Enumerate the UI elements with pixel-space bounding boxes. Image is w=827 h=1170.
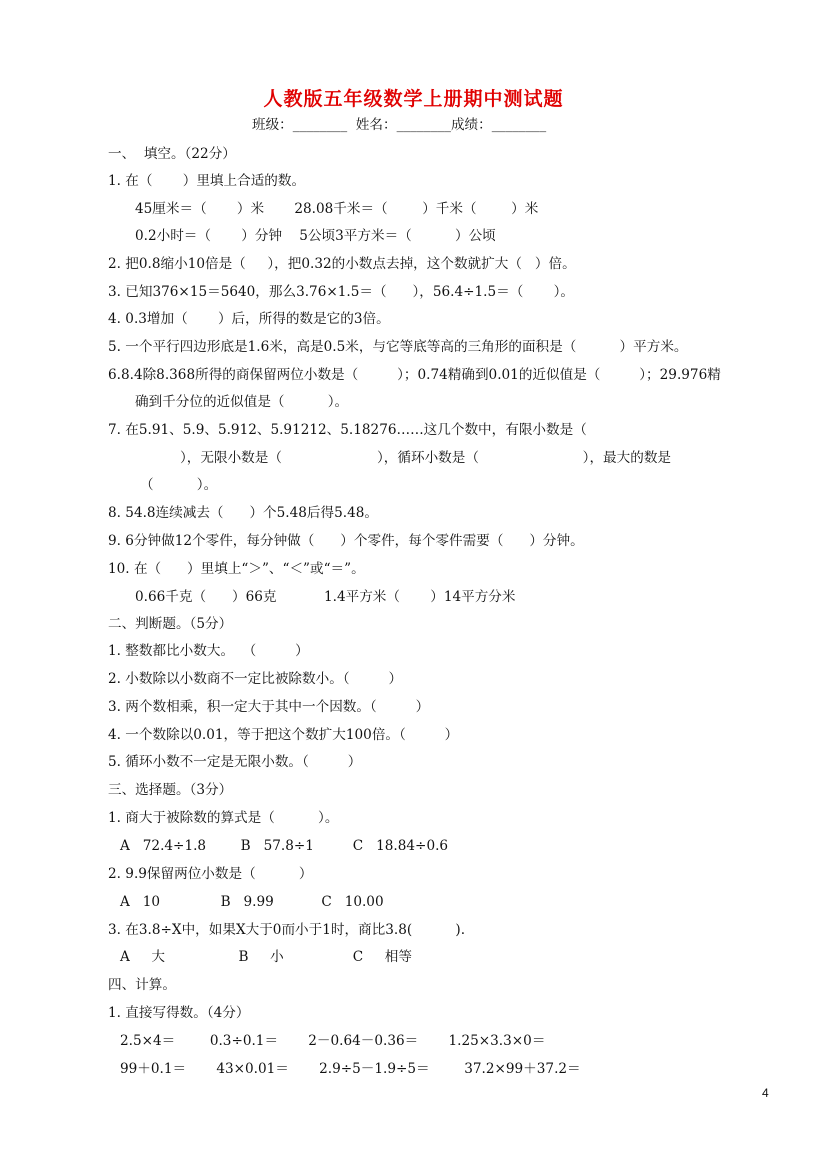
question-line: 0.2小时＝（ ）分钟 5公顷3平方米＝（ ）公顷 [135, 228, 496, 244]
question-line: 0.66千克（ ）66克 1.4平方米（ ）14平方分米 [135, 589, 516, 605]
section-heading: 一、 填空。（22分） [108, 146, 236, 162]
answer-options: A 72.4÷1.8 B 57.8÷1 C 18.84÷0.6 [120, 838, 449, 854]
question-line: 7. 在5.91、5.9、5.912、5.91212、5.18276……这几个数中，有限小数是（ [108, 422, 587, 438]
calculation-row: 99＋0.1＝ 43×0.01＝ 2.9÷5－1.9÷5＝ 37.2×99＋37.2＝ [120, 1061, 581, 1077]
page-number: 4 [762, 1086, 769, 1100]
question-line: 4. 一个数除以0.01，等于把这个数扩大100倍。（ ） [108, 727, 459, 743]
section-heading: 二、判断题。（5分） [108, 616, 233, 632]
question-line: 1. 在（ ）里填上合适的数。 [108, 173, 306, 189]
answer-options: A 10 B 9.99 C 10.00 [120, 894, 384, 910]
section-heading: 四、计算。 [108, 977, 176, 993]
question-line: 1. 直接写得数。（4分） [108, 1005, 250, 1021]
question-line: 6.8.4除8.368所得的商保留两位小数是（ ）；0.74精确到0.01的近似值是（ ）；29.976精 [108, 367, 721, 383]
question-line: ），无限小数是（ ），循环小数是（ ），最大的数是 [180, 450, 672, 466]
question-line: 8. 54.8连续减去（ ）个5.48后得5.48。 [108, 505, 378, 521]
question-line: 5. 循环小数不一定是无限小数。（ ） [108, 754, 362, 770]
calculation-row: 2.5×4＝ 0.3÷0.1＝ 2－0.64－0.36＝ 1.25×3.3×0＝ [120, 1033, 546, 1049]
question-line: 1. 整数都比小数大。 （ ） [108, 643, 309, 659]
question-line: 3. 两个数相乘，积一定大于其中一个因数。（ ） [108, 699, 430, 715]
info-line: 班级：________ 姓名：________成绩：________ [252, 117, 547, 133]
answer-options: A 大 B 小 C 相等 [120, 949, 412, 965]
question-line: 确到千分位的近似值是（ ）。 [135, 394, 349, 410]
question-line: 2. 9.9保留两位小数是（ ） [108, 866, 313, 882]
question-line: 9. 6分钟做12个零件，每分钟做（ ）个零件，每个零件需要（ ）分钟。 [108, 533, 584, 549]
question-line: 45厘米＝（ ）米 28.08千米＝（ ）千米（ ）米 [135, 201, 539, 217]
question-line: 1. 商大于被除数的算式是（ ）。 [108, 810, 339, 826]
question-line: 10. 在（ ）里填上“＞”、“＜”或“＝”。 [108, 561, 365, 577]
question-line: 2. 把0.8缩小10倍是（ ），把0.32的小数点去掉，这个数就扩大（ ）倍。 [108, 256, 576, 272]
question-line: 5. 一个平行四边形底是1.6米，高是0.5米，与它等底等高的三角形的面积是（ ）平方米。 [108, 339, 688, 355]
question-line: 4. 0.3增加（ ）后，所得的数是它的3倍。 [108, 311, 390, 327]
question-line: 2. 小数除以小数商不一定比被除数小。（ ） [108, 671, 403, 687]
question-line: 3. 已知376×15＝5640，那么3.76×1.5＝（ ），56.4÷1.5＝（ ）。 [108, 284, 574, 300]
page-title: 人教版五年级数学上册期中测试题 [263, 88, 564, 110]
question-line: （ ）。 [140, 477, 218, 493]
section-heading: 三、选择题。（3分） [108, 782, 233, 798]
question-line: 3. 在3.8÷X中，如果X大于0而小于1时，商比3.8( ). [108, 922, 466, 938]
